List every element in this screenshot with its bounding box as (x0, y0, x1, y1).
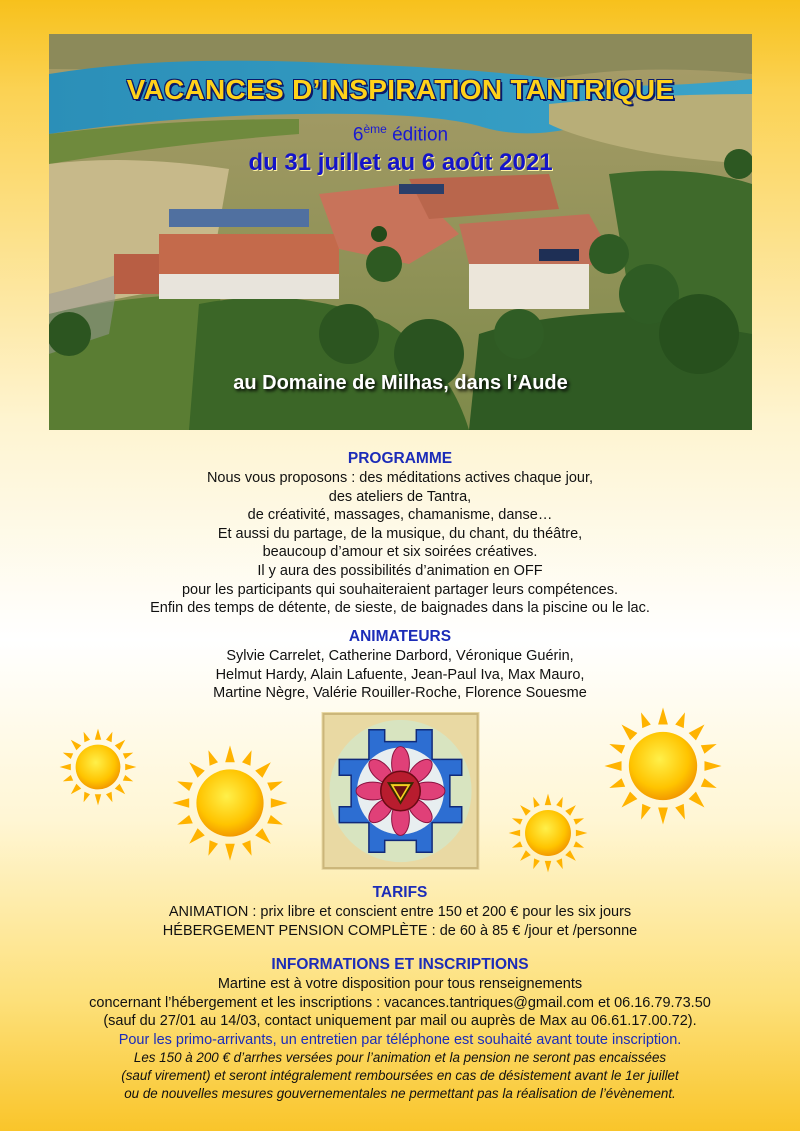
tarifs-line: HÉBERGEMENT PENSION COMPLÈTE : de 60 à 85 € /jour et /personne (162, 922, 638, 939)
tarifs-line: ANIMATION : prix libre et conscient entre 150 et 200 € pour les six jours (168, 904, 632, 920)
animateurs-line: Sylvie Carrelet, Catherine Darbord, Véronique Guérin, (226, 648, 574, 664)
event-dates: du 31 juillet au 6 août 2021 (248, 149, 553, 176)
primo-note: Pour les primo-arrivants, un entretien par téléphone est souhaité avant toute inscription. (118, 1031, 682, 1048)
deposit-note: Les 150 à 200 € d’arrhes versées pour l’animation et la pension ne seront pas encaissées (133, 1050, 667, 1066)
sun-icon (58, 727, 138, 807)
deposit-note: (sauf virement) et seront intégralement remboursées en cas de désistement avant le 1er juillet (121, 1068, 679, 1084)
page-title: VACANCES D’INSPIRATION TANTRIQUE (126, 74, 675, 105)
programme-line: Enfin des temps de détente, de sieste, de baignades dans la piscine ou le lac. (150, 600, 650, 617)
programme-line: beaucoup d’amour et six soirées créatives. (262, 544, 538, 561)
infos-section (0, 955, 800, 1103)
programme-line: Nous vous proposons : des méditations actives chaque jour, (206, 470, 594, 486)
programme-line: de créativité, massages, chamanisme, danse… (247, 507, 553, 524)
infos-line: Martine est à votre disposition pour tous renseignements (217, 976, 583, 992)
hero-photo (49, 34, 752, 430)
programme-heading: PROGRAMME (347, 450, 453, 467)
infos-heading: INFORMATIONS ET INSCRIPTIONS (271, 956, 529, 973)
animateurs-line: Martine Nègre, Valérie Rouiller-Roche, Florence Souesme (213, 685, 587, 702)
edition: 6ème édition (352, 122, 449, 146)
yantra-icon (321, 712, 480, 870)
sun-icon (507, 792, 589, 874)
sun-icon (602, 705, 724, 827)
infos-contact-line: concernant l’hébergement et les inscriptions : vacances.tantriques@gmail.com et 06.16.79.73.50 (89, 994, 711, 1011)
animateurs-line: Helmut Hardy, Alain Lafuente, Jean-Paul Iva, Max Mauro, (215, 666, 585, 683)
programme-section (0, 449, 800, 618)
programme-line: des ateliers de Tantra, (328, 488, 472, 505)
tarifs-heading: TARIFS (372, 884, 428, 901)
programme-line: Et aussi du partage, de la musique, du chant, du théâtre, (217, 525, 583, 542)
programme-line: Il y aura des possibilités d’animation en OFF (257, 562, 543, 579)
event-location: au Domaine de Milhas, dans l’Aude (233, 372, 568, 394)
animateurs-heading: ANIMATEURS (348, 628, 452, 645)
sun-icon (170, 743, 290, 863)
programme-line: pour les participants qui souhaiteraient partager leurs compétences. (181, 581, 619, 598)
animateurs-section (0, 627, 800, 703)
deposit-note: ou de nouvelles mesures gouvernementales ne permettant pas la réalisation de l’évènement. (124, 1086, 676, 1102)
tarifs-section (0, 883, 800, 940)
infos-line: (sauf du 27/01 au 14/03, contact uniquement par mail ou auprès de Max au 06.61.17.00.72). (103, 1013, 697, 1030)
